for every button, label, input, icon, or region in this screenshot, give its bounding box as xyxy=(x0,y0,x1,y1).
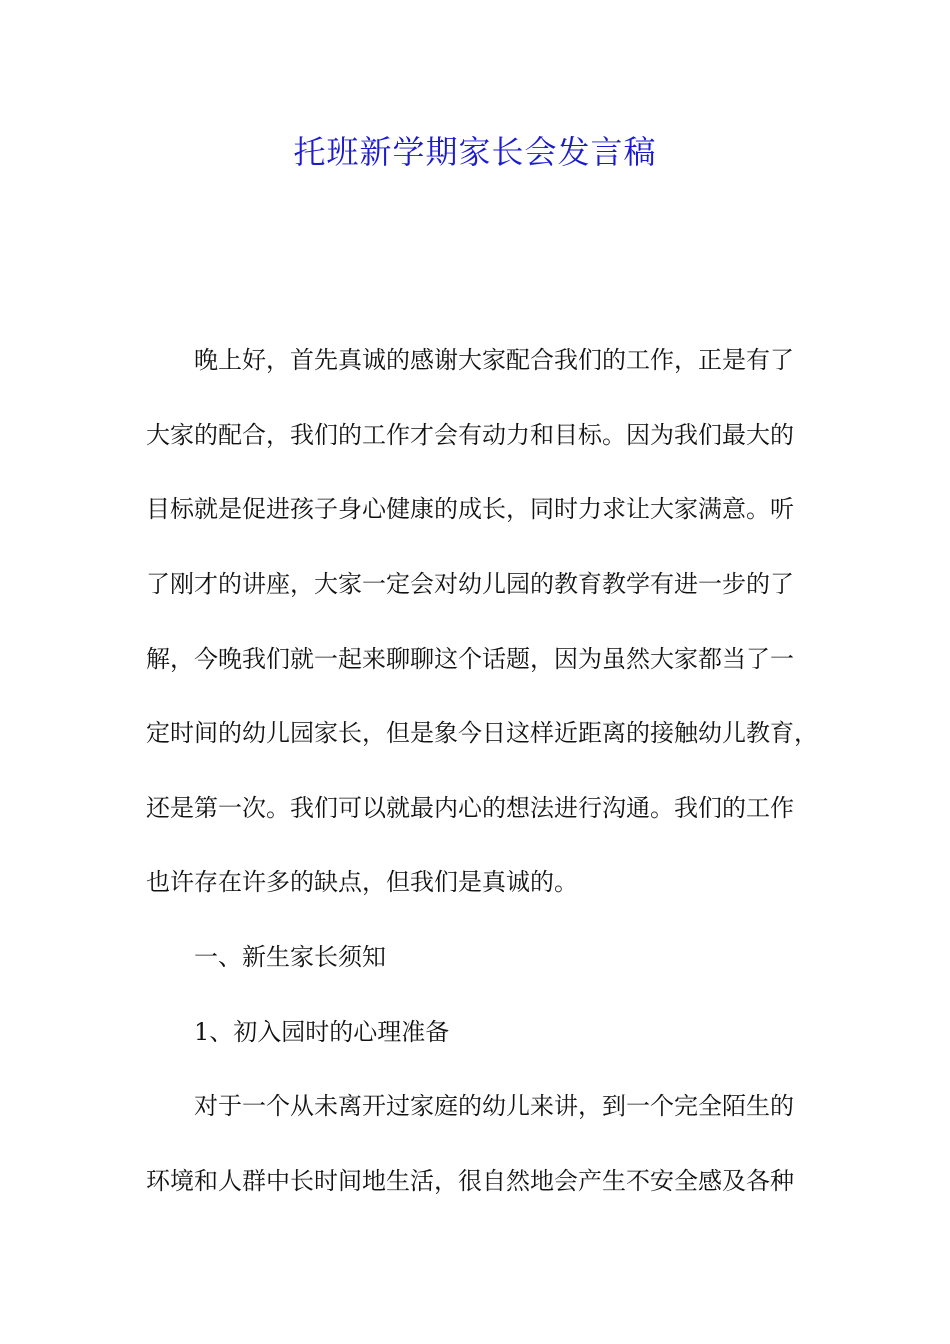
paragraph-line-3: 目标就是促进孩子身心健康的成长，同时力求让大家满意。听 xyxy=(146,495,794,523)
paragraph-line-2: 大家的配合，我们的工作才会有动力和目标。因为我们最大的 xyxy=(146,421,794,449)
paragraph-line-8: 也许存在许多的缺点，但我们是真诚的。 xyxy=(146,868,578,896)
subsection-heading: 1、初入园时的心理准备 xyxy=(194,1018,450,1046)
section-heading: 一、新生家长须知 xyxy=(194,943,386,971)
paragraph-line-10: 环境和人群中长时间地生活，很自然地会产生不安全感及各种 xyxy=(146,1167,794,1195)
document-title: 托班新学期家长会发言稿 xyxy=(293,133,657,171)
paragraph-line-1: 晚上好，首先真诚的感谢大家配合我们的工作，正是有了 xyxy=(194,346,794,374)
paragraph-line-6: 定时间的幼儿园家长，但是象今日这样近距离的接触幼儿教育， xyxy=(146,719,818,747)
paragraph-line-5: 解，今晚我们就一起来聊聊这个话题，因为虽然大家都当了一 xyxy=(146,645,794,673)
paragraph-line-9: 对于一个从未离开过家庭的幼儿来讲，到一个完全陌生的 xyxy=(194,1092,794,1120)
paragraph-line-7: 还是第一次。我们可以就最内心的想法进行沟通。我们的工作 xyxy=(146,794,794,822)
paragraph-line-4: 了刚才的讲座，大家一定会对幼儿园的教育教学有进一步的了 xyxy=(146,570,794,598)
